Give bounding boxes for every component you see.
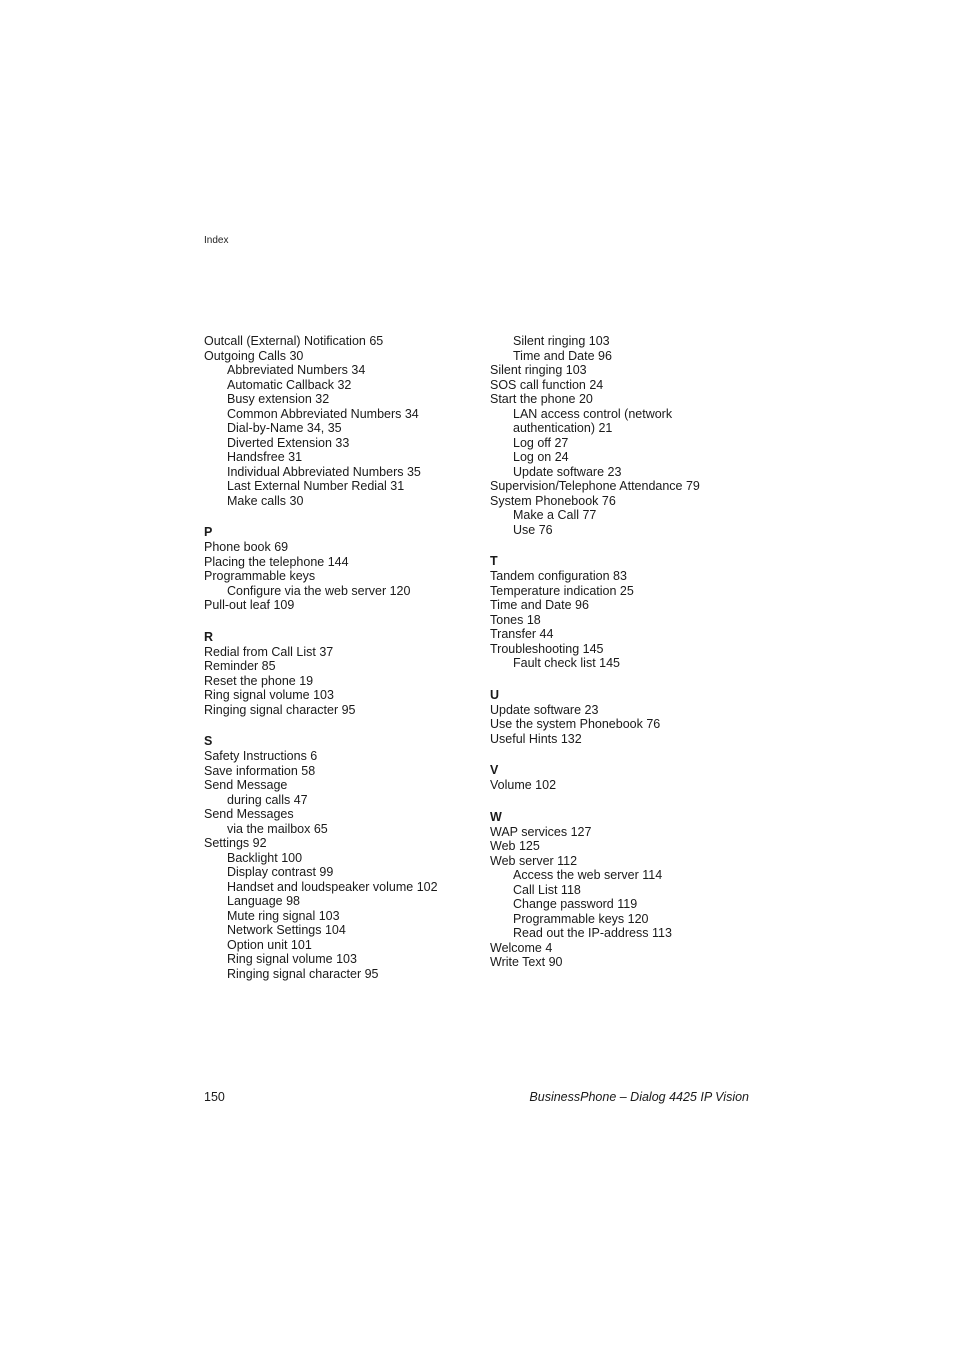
index-subentry: Ringing signal character 95 — [227, 966, 379, 981]
index-subentry: Access the web server 114 — [513, 868, 663, 882]
index-column-right — [490, 334, 752, 970]
index-subentry: Make a Call 77 — [513, 508, 597, 522]
index-entry: Phone book 69 — [204, 540, 289, 554]
index-subentry: Programmable keys 120 — [513, 911, 649, 926]
index-column-left — [204, 334, 466, 981]
index-subentry: Change password 119 — [513, 897, 638, 911]
index-subentry: Network Settings 104 — [227, 923, 346, 937]
index-entry: Send Message — [204, 778, 288, 792]
index-subentry: Read out the IP-address 113 — [513, 926, 672, 940]
index-entry: Time and Date 96 — [490, 598, 589, 612]
index-letter-heading: T — [490, 554, 498, 568]
index-subentry: during calls 47 — [227, 792, 308, 807]
index-subentry: Language 98 — [227, 894, 300, 908]
page-number: 150 — [204, 1090, 225, 1104]
index-subentry: Silent ringing 103 — [513, 334, 610, 348]
index-subentry: Individual Abbreviated Numbers 35 — [227, 464, 421, 479]
index-subentry: via the mailbox 65 — [227, 821, 328, 836]
index-subentry-continuation: authentication) 21 — [513, 421, 613, 435]
index-subentry: Mute ring signal 103 — [227, 908, 340, 923]
index-subentry: Call List 118 — [513, 882, 581, 897]
index-letter-heading: V — [490, 763, 499, 777]
index-entry: Send Messages — [204, 807, 294, 821]
index-entry: Settings 92 — [204, 836, 267, 850]
index-entry: Supervision/Telephone Attendance 79 — [490, 479, 700, 493]
index-entry: Placing the telephone 144 — [204, 554, 349, 569]
index-subentry: Automatic Callback 32 — [227, 377, 352, 392]
index-subentry: Update software 23 — [513, 464, 622, 479]
index-entry: Write Text 90 — [490, 955, 563, 969]
index-subentry: Configure via the web server 120 — [227, 583, 411, 598]
index-entry: Useful Hints 132 — [490, 731, 582, 746]
index-subentry: Time and Date 96 — [513, 348, 612, 363]
product-title: BusinessPhone – Dialog 4425 IP Vision — [529, 1090, 749, 1104]
index-subentry: Last External Number Redial 31 — [227, 479, 405, 493]
index-entry: Outcall (External) Notification 65 — [204, 334, 384, 348]
index-subentry: Common Abbreviated Numbers 34 — [227, 406, 419, 421]
index-subentry: Make calls 30 — [227, 493, 304, 508]
index-letter-heading: R — [204, 629, 214, 644]
index-letter-heading: W — [490, 809, 502, 824]
index-entry: Web 125 — [490, 839, 540, 853]
index-subentry: Abbreviated Numbers 34 — [227, 363, 366, 377]
index-entry: Web server 112 — [490, 853, 578, 868]
index-subentry: Log on 24 — [513, 450, 569, 464]
index-subentry: Handsfree 31 — [227, 450, 303, 464]
index-subentry: Diverted Extension 33 — [227, 435, 350, 450]
index-letter-heading: U — [490, 687, 500, 702]
index-subentry: Use 76 — [513, 522, 553, 537]
index-entry: Tandem configuration 83 — [490, 569, 627, 583]
index-entry: Start the phone 20 — [490, 392, 593, 406]
index-entry: Pull-out leaf 109 — [204, 598, 295, 612]
index-entry: Save information 58 — [204, 763, 316, 778]
index-subentry: LAN access control (network — [513, 406, 673, 421]
index-entry: Safety Instructions 6 — [204, 749, 318, 763]
index-entry: Use the system Phonebook 76 — [490, 717, 661, 731]
index-entry: Tones 18 — [490, 612, 541, 627]
index-entry: Transfer 44 — [490, 627, 554, 641]
index-entry: Reminder 85 — [204, 659, 276, 673]
index-subentry: Ring signal volume 103 — [227, 952, 357, 966]
index-letter-heading: P — [204, 525, 213, 539]
index-letter-heading: S — [204, 734, 213, 748]
index-entry: Update software 23 — [490, 702, 599, 717]
index-subentry: Busy extension 32 — [227, 392, 330, 406]
running-header: Index — [204, 235, 229, 246]
index-entry: Reset the phone 19 — [204, 673, 314, 688]
index-subentry: Log off 27 — [513, 435, 569, 450]
index-subentry: Display contrast 99 — [227, 865, 334, 879]
index-entry: Troubleshooting 145 — [490, 641, 604, 656]
index-subentry: Dial-by-Name 34, 35 — [227, 421, 342, 435]
index-entry: Programmable keys — [204, 569, 316, 583]
index-subentry: Handset and loudspeaker volume 102 — [227, 879, 438, 894]
index-subentry: Option unit 101 — [227, 937, 312, 952]
index-entry: Volume 102 — [490, 778, 557, 792]
index-entry: System Phonebook 76 — [490, 493, 616, 508]
index-subentry: Backlight 100 — [227, 850, 303, 865]
index-entry: Silent ringing 103 — [490, 363, 587, 377]
index-entry: Ringing signal character 95 — [204, 702, 356, 717]
index-entry: SOS call function 24 — [490, 377, 604, 392]
index-entry: Outgoing Calls 30 — [204, 348, 304, 363]
index-entry: Welcome 4 — [490, 940, 553, 955]
index-entry: Redial from Call List 37 — [204, 644, 334, 659]
index-entry: Ring signal volume 103 — [204, 688, 334, 702]
index-entry: Temperature indication 25 — [490, 583, 634, 598]
index-subentry: Fault check list 145 — [513, 656, 620, 670]
index-entry: WAP services 127 — [490, 824, 592, 839]
